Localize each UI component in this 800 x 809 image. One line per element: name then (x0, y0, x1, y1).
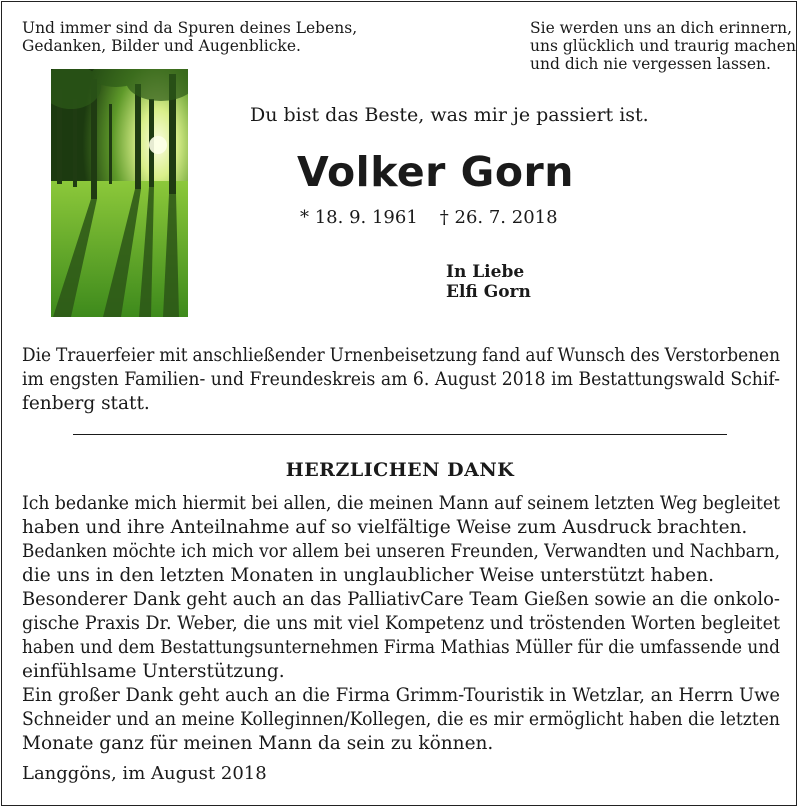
death-date: † 26. 7. 2018 (439, 207, 558, 228)
funeral-notice-line: Die Trauerfeier mit anschließender Urnenbeisetzung fand auf Wunsch des Verstorbenen (22, 345, 780, 366)
thanks-line: einfühlsame Unterstützung. (22, 661, 285, 682)
thanks-line: Besonderer Dank geht auch an das PalliativCare Team Gießen sowie an die onkolo- (22, 589, 780, 610)
funeral-notice-line: im engsten Familien- und Freundeskreis am 6. August 2018 im Bestattungswald Schif- (22, 369, 780, 390)
thanks-line: Ich bedanke mich hiermit bei allen, die meinen Mann auf seinem letzten Weg begleitet (22, 493, 780, 514)
verse-right-line: uns glücklich und traurig machen (530, 37, 796, 55)
thanks-line: haben und ihre Anteilnahme auf so vielfältige Weise zum Ausdruck brachten. (22, 517, 748, 538)
deceased-name: Volker Gorn (297, 148, 574, 196)
thanks-line: Schneider und an meine Kolleginnen/Kollegen, die es mir ermöglicht haben die letzten (22, 709, 780, 730)
birth-date: * 18. 9. 1961 (300, 207, 418, 228)
forest-photo (51, 69, 188, 317)
signature (446, 262, 531, 302)
thanks-text (22, 492, 780, 756)
thanks-line: Bedanken möchte ich mich vor allem bei unseren Freunden, Verwandten und Nachbarn, (22, 541, 780, 562)
verse-right-line: Sie werden uns an dich erinnern, (530, 19, 792, 37)
life-dates (300, 207, 558, 228)
thanks-line: haben und dem Bestattungsunternehmen Firma Mathias Müller für die umfassende und (22, 637, 780, 658)
funeral-notice (22, 344, 780, 416)
thanks-line: gische Praxis Dr. Weber, die uns mit viel Kompetenz und tröstenden Worten begleitet (22, 613, 780, 634)
verse-right-line: und dich nie vergessen lassen. (530, 55, 771, 73)
divider (73, 434, 727, 435)
thanks-line: die uns in den letzten Monaten in unglaublicher Weise unterstützt haben. (22, 565, 715, 586)
thanks-heading: HERZLICHEN DANK (285, 459, 515, 481)
funeral-notice-line: fenberg statt. (22, 393, 150, 414)
verse-left-line: Und immer sind da Spuren deines Lebens, (22, 19, 358, 37)
verse-left (22, 19, 357, 55)
thanks-line: Ein großer Dank geht auch an die Firma Grimm-Touristik in Wetzlar, an Herrn Uwe (22, 685, 780, 706)
place-date: Langgöns, im August 2018 (22, 763, 267, 784)
signature-line: Elfi Gorn (446, 282, 531, 302)
thanks-line: Monate ganz für meinen Mann da sein zu können. (22, 733, 494, 754)
quote: Du bist das Beste, was mir je passiert ist. (250, 104, 649, 126)
verse-left-line: Gedanken, Bilder und Augenblicke. (22, 37, 301, 55)
verse-right (530, 19, 796, 73)
signature-line: In Liebe (446, 262, 525, 282)
